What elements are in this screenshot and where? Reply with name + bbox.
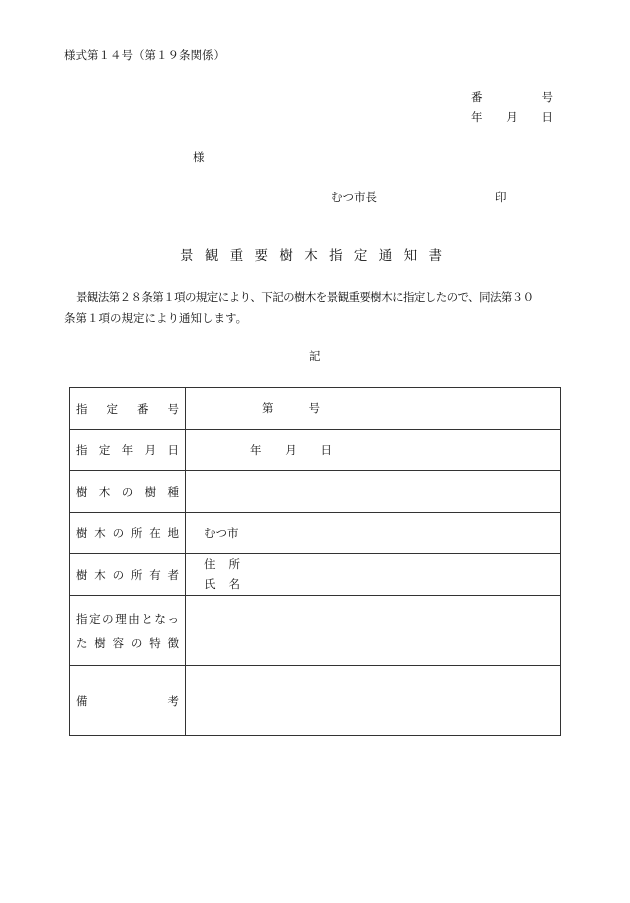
reason-value: [186, 596, 560, 665]
owner-name-label: 氏 名: [204, 577, 240, 591]
designation-table: [69, 387, 561, 736]
tree-owner-label: 樹 木 の 所 有 者: [70, 554, 186, 595]
form-number: 様式第１４号（第１９条関係）: [64, 48, 225, 62]
owner-address-label: 住 所: [204, 557, 240, 571]
designation-number-label: 指 定 番 号: [70, 388, 186, 429]
body-text-line1: 景観法第２８条第１項の規定により、下記の樹木を景観重要樹木に指定したので、同法第３０: [76, 290, 534, 304]
tree-owner-value: [186, 554, 560, 595]
designation-date-value: 年 月 日: [250, 443, 332, 457]
remarks-value: [186, 666, 560, 735]
designation-number-value: 第 号: [262, 401, 320, 415]
date-label: 年 月 日: [471, 110, 553, 124]
tree-species-value: [186, 471, 560, 512]
reason-label: 指 定 の 理 由 と な っ た 樹 容 の 特 徴: [70, 596, 186, 665]
table-row: [70, 471, 560, 513]
table-row: [70, 388, 560, 430]
table-row: [70, 596, 560, 666]
tree-species-label: 樹 木 の 樹 種: [70, 471, 186, 512]
document-title: 景 観 重 要 樹 木 指 定 通 知 書: [180, 248, 442, 264]
addressee-honorific: 様: [193, 150, 205, 164]
tree-location-value: むつ市: [204, 526, 239, 540]
tree-location-label: 樹 木 の 所 在 地: [70, 513, 186, 553]
table-row: [70, 513, 560, 554]
designation-date-label: 指 定 年 月 日: [70, 430, 186, 470]
seal-mark: 印: [495, 190, 507, 204]
issuer-title: むつ市長: [331, 190, 377, 204]
body-text-line2: 条第１項の規定により通知します。: [64, 311, 248, 325]
table-row: [70, 666, 560, 735]
remarks-label: 備 考: [70, 666, 186, 735]
table-row: [70, 554, 560, 596]
table-row: [70, 430, 560, 471]
ki-heading: 記: [309, 349, 321, 363]
number-label: 番 号: [471, 90, 553, 104]
